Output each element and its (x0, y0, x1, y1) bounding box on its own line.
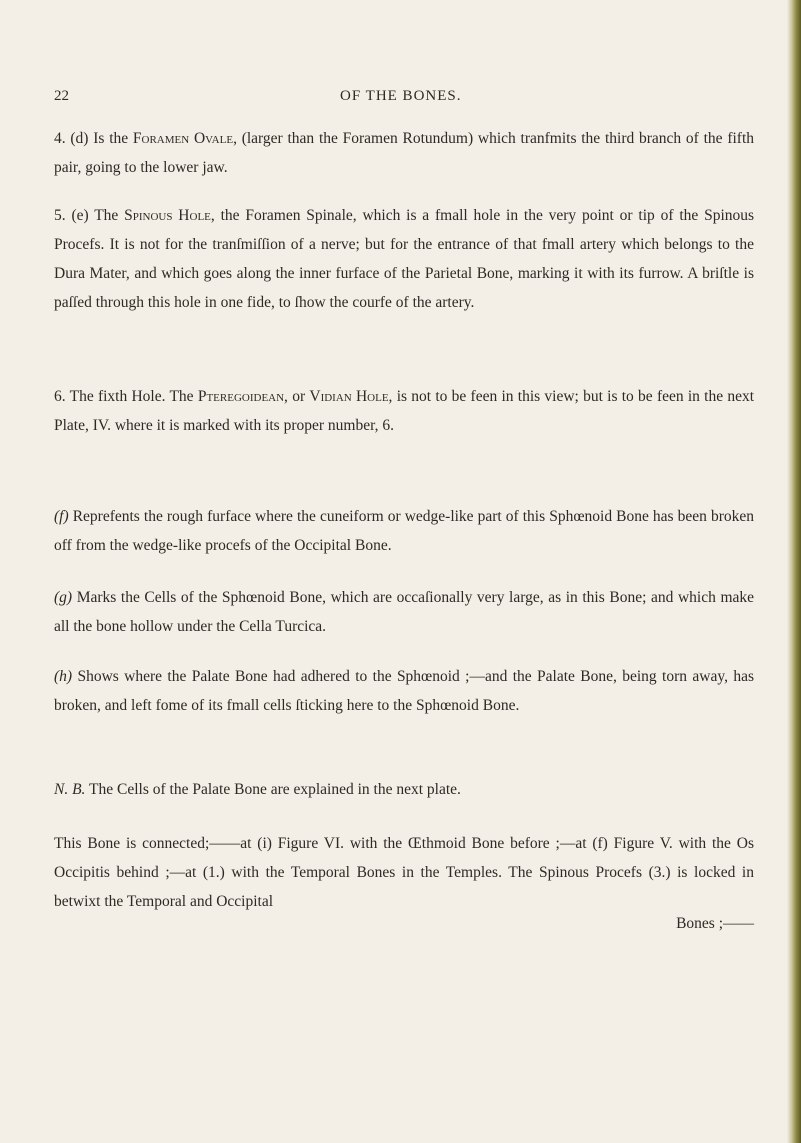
term-foramen-ovale: Foramen Ovale, (132, 130, 237, 147)
paragraph-marker: (g) (54, 589, 73, 606)
paragraph-marker: 6. (54, 388, 66, 405)
term-spinous-hole: Spinous Hole, (124, 207, 215, 224)
term-pteregoidean: Pteregoidean, (197, 388, 288, 405)
paragraph-marker: (h) (54, 668, 73, 685)
paragraph-5 (54, 201, 754, 317)
catchword: Bones ;—— (676, 915, 754, 932)
paragraph-4 (54, 124, 754, 182)
term-vidian-hole: Vidian Hole, (309, 388, 393, 405)
paragraph-body: The Cells of the Palate Bone are explained in the next plate. (89, 781, 461, 798)
paragraph-marker: 4. (d) (54, 130, 89, 147)
paragraph-body: the Foramen Spinale, which is a fmall hole in the very point or tip of the Spinous Procefs. It is not for the tranſmiſſion of a nerve; but for the entrance of that fmall artery which belongs to the Dura Mater, and which goes along the inner furface of the Parietal Bone, marking it with its furrow. A briſtle is paſſed through this hole in one fide, to ſhow the courfe of the artery. (54, 207, 755, 311)
paragraph-g (54, 583, 754, 641)
paragraph-lead: The (94, 207, 119, 224)
paragraph-f (54, 502, 754, 560)
paragraph-body-mid: or (292, 388, 306, 405)
paragraph-body: Marks the Cells of the Sphœnoid Bone, which are occaſionally very large, as in this Bone; and which make all the bone hollow under the Cella Turcica. (54, 589, 755, 635)
paragraph-marker: N. B. (54, 781, 86, 798)
paragraph-h (54, 662, 754, 720)
page-number: 22 (54, 88, 69, 104)
paragraph-nota-bene (54, 775, 754, 804)
paragraph-body: This Bone is connected;——at (i) Figure VI. with the Œthmoid Bone before ;—at (f) Figure V. with the Os Occipitis behind ;—at (1.) with the Temporal Bones in the Temples. The Spinous Procefs (3.) is locked in betwixt the Temporal and Occipital (54, 835, 754, 910)
paragraph-6 (54, 382, 754, 440)
paragraph-connections (54, 829, 754, 916)
paragraph-body: Reprefents the rough furface where the cuneiform or wedge-like part of this Sphœnoid Bone has been broken off from the wedge-like procefs of the Occipital Bone. (54, 508, 754, 554)
paragraph-lead: Is the (93, 130, 129, 147)
paragraph-marker: (f) (54, 508, 69, 525)
paragraph-lead: The fixth Hole. The (69, 388, 194, 405)
paragraph-body: (larger than the Foramen Rotundum) which tranfmits the third branch of the fifth pair, going to the lower jaw. (54, 130, 754, 176)
page-edge (787, 0, 801, 1143)
catchword-line (54, 909, 754, 938)
page-header (54, 88, 754, 112)
paragraph-body: is not to be feen in this view; but is to be feen in the next Plate, IV. where it is marked with its proper number, 6. (54, 388, 755, 434)
paragraph-marker: 5. (e) (54, 207, 89, 224)
running-head: OF THE BONES. (340, 88, 462, 104)
paragraph-body: Shows where the Palate Bone had adhered to the Sphœnoid ;—and the Palate Bone, being torn away, has broken, and left fome of its fmall cells ſticking here to the Sphœnoid Bone. (54, 668, 754, 714)
